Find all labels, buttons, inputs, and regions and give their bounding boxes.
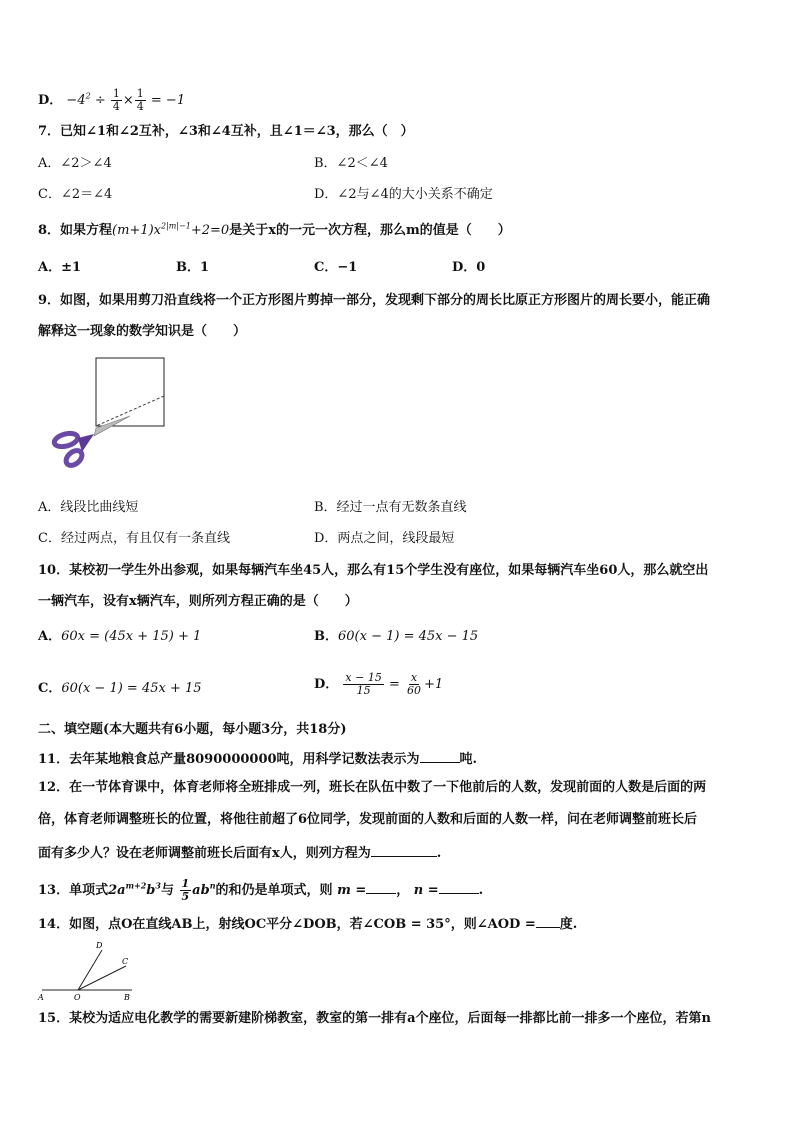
q9-option-c: C．经过两点，有且仅有一条直线 bbox=[38, 531, 230, 546]
q11: 11．去年某地粮食总产量8090000000吨，用科学记数法表示为 吨. bbox=[38, 749, 477, 769]
label-o: O bbox=[74, 993, 81, 1002]
q9-stem-line1: 9．如图，如果用剪刀沿直线将一个正方形图片剪掉一部分，发现剩下部分的周长比原正方形图片的周长要小，能正确 bbox=[38, 293, 711, 308]
q7-option-c: C．∠2＝∠4 bbox=[38, 187, 113, 202]
q9-option-a: A．线段比曲线短 bbox=[38, 500, 139, 515]
q12-line3: 面有多少人？设在老师调整前班长后面有x人，则列方程为 . bbox=[38, 843, 441, 863]
q14-answer-blank[interactable] bbox=[536, 914, 560, 928]
q12-line1: 12．在一节体育课中，体育老师将全班排成一列，班长在队伍中数了一下他前后的人数，发现前面的人数是后面的两 bbox=[38, 780, 707, 795]
q8-option-c: C．−1 bbox=[314, 260, 358, 275]
q10-option-d: D． $\frac{x - 15}{15}$ = $\frac{x}{60}$ +1 bbox=[314, 671, 444, 697]
q6-option-d: D． $-4^2$ ÷ $\frac{1}{4}$ × $\frac{1}{4}$ = −1 bbox=[38, 87, 186, 113]
q13-m-blank[interactable] bbox=[366, 880, 396, 894]
q8-stem: 8．如果方程$(m+1)x^{2|m|-1}+2=0$是关于x的一元一次方程，那么m的值是（ ） bbox=[38, 221, 511, 238]
q15-stem: 15．某校为适应电化教学的需要新建阶梯教室，教室的第一排有a个座位，后面每一排都比前一排多一个座位，若第n bbox=[38, 1011, 711, 1026]
q7-stem: 7．已知∠1和∠2互补，∠3和∠4互补，且∠1＝∠3，那么（ ） bbox=[38, 124, 414, 139]
q10-option-c: C．60(x − 1) = 45x + 15 bbox=[38, 681, 202, 696]
square-picture bbox=[96, 358, 164, 426]
q13-n-blank[interactable] bbox=[439, 880, 479, 894]
q7-option-b: B．∠2＜∠4 bbox=[314, 156, 388, 171]
q14-angle-figure bbox=[36, 938, 146, 1004]
q9-option-d: D．两点之间，线段最短 bbox=[314, 531, 455, 546]
q12-line2: 倍，体育老师调整班长的位置，将他往前超了6位同学，发现前面的人数和后面的人数一样，问在老师调整前班长后 bbox=[38, 812, 698, 827]
q10-option-b: B．60(x − 1) = 45x − 15 bbox=[314, 629, 479, 644]
scissors-icon bbox=[53, 416, 130, 468]
q13: 13．单项式$2a^{m+2}b^3$与 $\frac{1}{5}$ $ab^n$的和仍是单项式，则 m = ， n = . bbox=[38, 877, 484, 903]
label-a: A bbox=[38, 993, 44, 1002]
q10-option-a: A．60x = (45x + 15) + 1 bbox=[38, 629, 202, 644]
q12-answer-blank[interactable] bbox=[371, 843, 437, 857]
q8-option-d: D．0 bbox=[452, 260, 486, 275]
q9-scissors-figure bbox=[44, 356, 174, 476]
q9-stem-line2: 解释这一现象的数学知识是（ ） bbox=[38, 324, 247, 339]
q14: 14．如图，点O在直线AB上，射线OC平分∠DOB，若∠COB = 35°，则∠AOD = 度. bbox=[38, 914, 577, 934]
label-d: D bbox=[96, 941, 103, 950]
q8-option-b: B．1 bbox=[176, 260, 210, 275]
q8-option-a: A．±1 bbox=[38, 260, 82, 275]
q9-option-b: B．经过一点有无数条直线 bbox=[314, 500, 467, 515]
q11-answer-blank[interactable] bbox=[420, 749, 460, 763]
q7-option-d: D．∠2与∠4的大小关系不确定 bbox=[314, 187, 493, 202]
label-c: C bbox=[122, 957, 129, 966]
q10-stem-line1: 10．某校初一学生外出参观，如果每辆汽车坐45人，那么有15个学生没有座位，如果每辆汽车坐60人，那么就空出 bbox=[38, 563, 709, 578]
section-2-heading: 二、填空题(本大题共有6小题，每小题3分，共18分) bbox=[38, 722, 347, 737]
q7-option-a: A．∠2＞∠4 bbox=[38, 156, 112, 171]
label-b: B bbox=[124, 993, 130, 1002]
q10-stem-line2: 一辆汽车，设有x辆汽车，则所列方程正确的是（ ） bbox=[38, 594, 358, 609]
cut-line bbox=[96, 396, 164, 426]
